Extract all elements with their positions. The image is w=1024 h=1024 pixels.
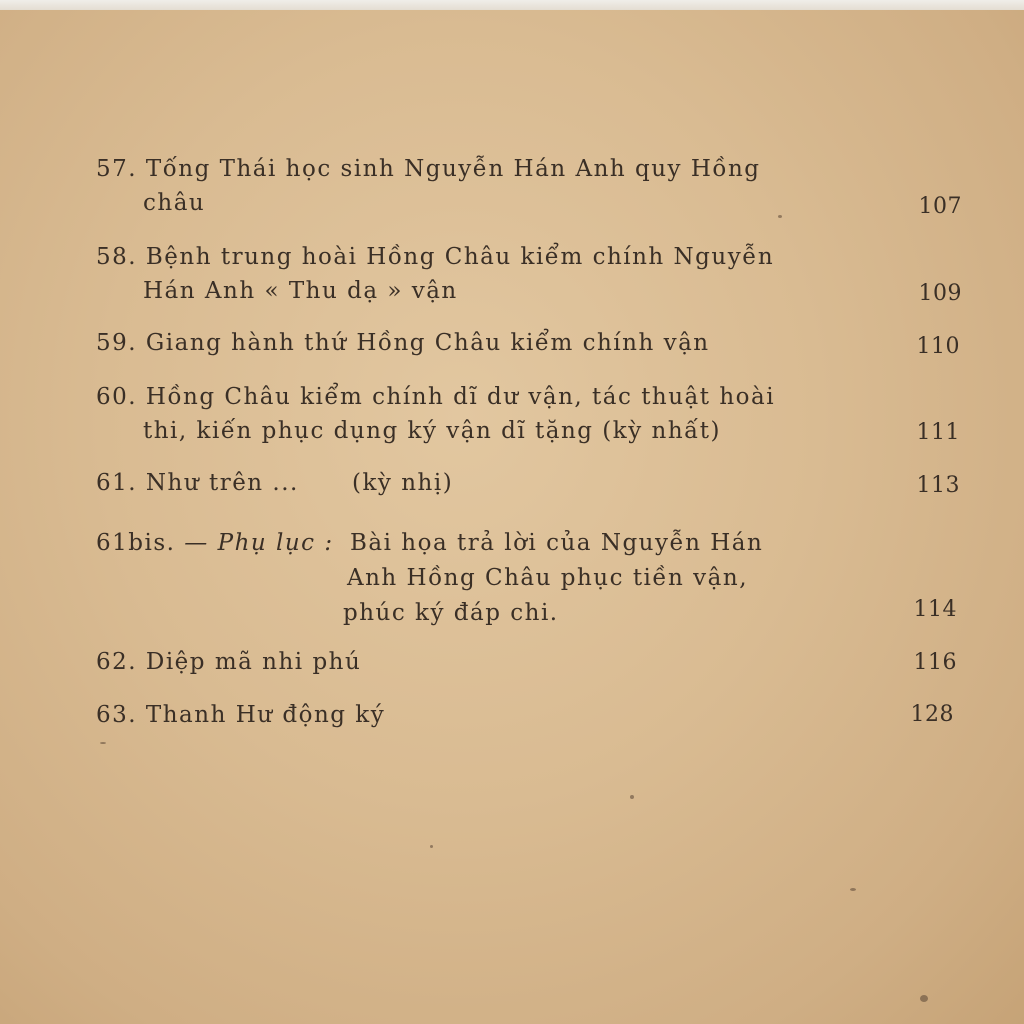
toc-entry-57-line-2: châu [143, 190, 206, 216]
document-page [0, 10, 1024, 1024]
toc-entry-page-number: 107 [918, 194, 962, 219]
toc-entry-page-number: 109 [918, 281, 962, 306]
toc-entry-title: Như trên ... [145, 470, 299, 496]
toc-entry-60-line-2: thi, kiến phục dụng ký vận dĩ tặng (kỳ nhất) [143, 418, 721, 444]
paper-speck [630, 795, 634, 799]
paper-speck [778, 215, 782, 218]
toc-entry-prefix: — Phụ lục : [184, 530, 334, 556]
toc-entry-63-line-1 [96, 700, 385, 730]
toc-entry-number: 59. [96, 330, 138, 356]
toc-entry-number: 61bis. [96, 530, 176, 556]
toc-entry-61-subtitle: (kỳ nhị) [352, 470, 454, 496]
toc-entry-61bis-line-1 [96, 528, 334, 558]
toc-entry-60-line-1 [96, 382, 775, 412]
toc-entry-title: Diệp mã nhi phú [145, 649, 362, 675]
table-of-contents [0, 10, 1024, 1024]
toc-entry-61bis-title-line-1: Bài họa trả lời của Nguyễn Hán [350, 530, 764, 556]
paper-speck [430, 845, 433, 848]
toc-entry-page-number: 128 [910, 702, 954, 727]
toc-entry-61-line-1 [96, 468, 299, 498]
toc-entry-59-line-1 [96, 328, 710, 358]
toc-entry-title: Thanh Hư động ký [145, 702, 386, 728]
paper-speck [850, 888, 856, 891]
toc-entry-page-number: 116 [913, 650, 957, 675]
toc-entry-title: Bệnh trung hoài Hồng Châu kiểm chính Nguyễn [145, 244, 775, 270]
toc-entry-page-number: 110 [916, 334, 960, 359]
toc-entry-title: Hồng Châu kiểm chính dĩ dư vận, tác thuật hoài [145, 384, 776, 410]
page-top-edge [0, 0, 1024, 10]
toc-entry-62-line-1 [96, 647, 361, 677]
toc-entry-58-line-2: Hán Anh « Thu dạ » vận [143, 278, 458, 304]
toc-entry-page-number: 113 [916, 473, 960, 498]
toc-entry-page-number: 111 [916, 420, 960, 445]
toc-entry-57-line-1 [96, 154, 761, 184]
paper-speck [920, 995, 928, 1002]
toc-entry-number: 63. [96, 702, 138, 728]
toc-entry-number: 60. [96, 384, 138, 410]
toc-entry-page-number: 114 [913, 597, 957, 622]
toc-entry-number: 57. [96, 156, 138, 182]
toc-entry-title: Tống Thái học sinh Nguyễn Hán Anh quy Hồng [145, 156, 761, 182]
toc-entry-61bis-title-line-3: phúc ký đáp chi. [343, 600, 559, 626]
toc-entry-number: 61. [96, 470, 138, 496]
toc-entry-61bis-title-line-2: Anh Hồng Châu phục tiền vận, [347, 565, 749, 591]
paper-speck [100, 742, 106, 744]
toc-entry-title: Giang hành thứ Hồng Châu kiểm chính vận [145, 330, 710, 356]
toc-entry-number: 62. [96, 649, 138, 675]
toc-entry-number: 58. [96, 244, 138, 270]
toc-entry-58-line-1 [96, 242, 774, 272]
